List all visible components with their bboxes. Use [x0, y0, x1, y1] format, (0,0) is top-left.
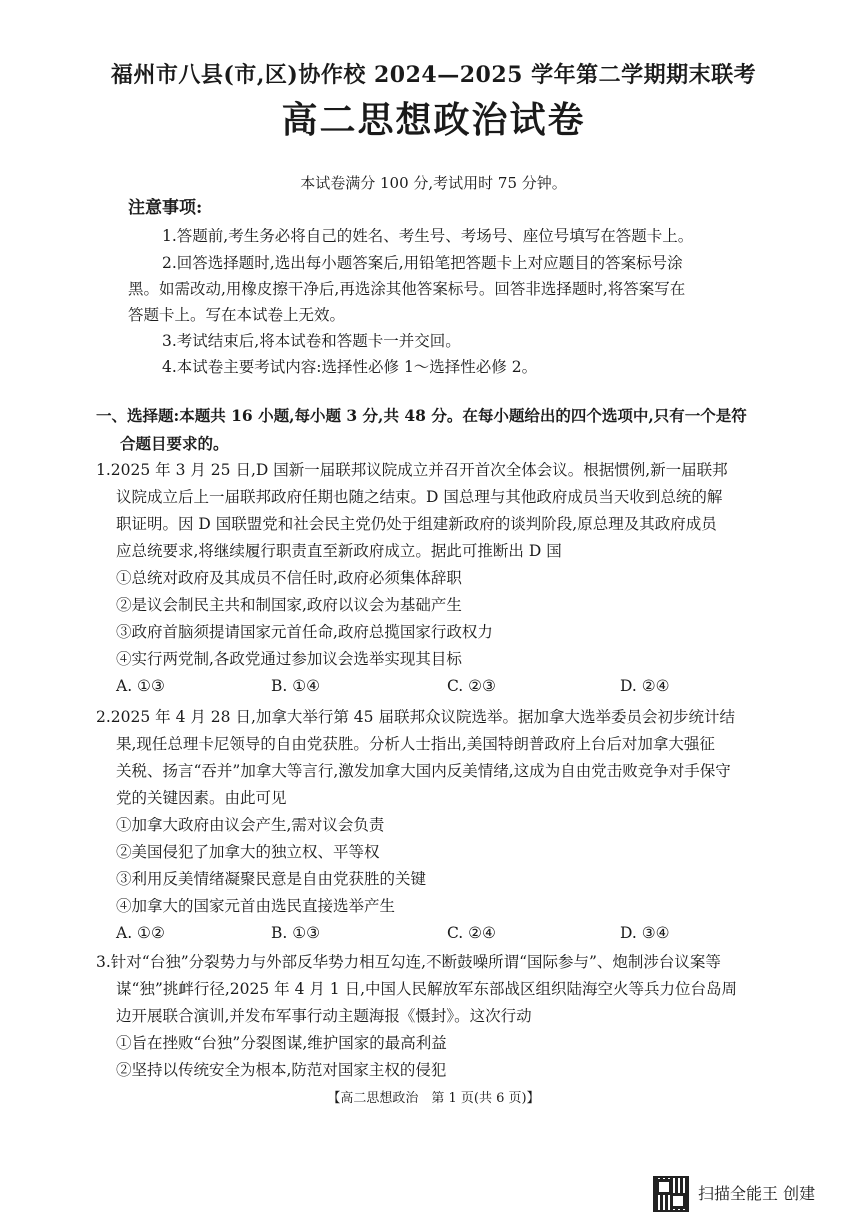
q3-stem: 边开展联合演训,并发布军事行动主题海报《慑封》。这次行动 [116, 1007, 532, 1025]
notice-heading: 注意事项: [128, 198, 203, 218]
q3-item: ①旨在挫败“台独”分裂图谋,维护国家的最高利益 [116, 1034, 447, 1052]
exam-header: 福州市八县(市,区)协作校 2024—2025 学年第二学期期末联考 [110, 62, 757, 88]
q1-option-b: B. ①④ [271, 677, 321, 695]
page-title: 高二思想政治试卷 [281, 99, 586, 141]
q2-option-c: C. ②④ [447, 924, 496, 942]
q3-item: ②坚持以传统安全为根本,防范对国家主权的侵犯 [116, 1061, 447, 1079]
section-heading: 一、选择题:本题共 16 小题,每小题 3 分,共 48 分。在每小题给出的四个选项中,只有一个是符 [96, 406, 747, 425]
q2-item: ①加拿大政府由议会产生,需对议会负责 [116, 816, 385, 834]
page-footer: 【高二思想政治 第 1 页(共 6 页)】 [327, 1091, 540, 1106]
notice-line: 黑。如需改动,用橡皮擦干净后,再选涂其他答案标号。回答非选择题时,将答案写在 [128, 280, 686, 298]
q3-stem: 3.针对“台独”分裂势力与外部反华势力相互勾连,不断鼓噪所谓“国际参与”、炮制涉台议案等 [96, 953, 721, 971]
q1-stem: 议院成立后上一届联邦政府任期也随之结束。D 国总理与其他政府成员当天收到总统的解 [116, 488, 723, 506]
q2-item: ③利用反美情绪凝聚民意是自由党获胜的关键 [116, 870, 427, 888]
exam-meta: 本试卷满分 100 分,考试用时 75 分钟。 [300, 174, 567, 192]
notice-line: 1.答题前,考生务必将自己的姓名、考生号、考场号、座位号填写在答题卡上。 [162, 227, 694, 245]
q1-item: ①总统对政府及其成员不信任时,政府必须集体辞职 [116, 569, 462, 587]
q2-stem: 关税、扬言“吞并”加拿大等言行,激发加拿大国内反美情绪,这成为自由党击败竞争对手保守 [116, 762, 731, 780]
notice-line: 2.回答选择题时,选出每小题答案后,用铅笔把答题卡上对应题目的答案标号涂 [162, 254, 683, 272]
q2-option-d: D. ③④ [620, 924, 670, 942]
q2-stem: 2.2025 年 4 月 28 日,加拿大举行第 45 届联邦众议院选举。据加拿大选举委员会初步统计结 [96, 708, 735, 726]
notice-line: 答题卡上。写在本试卷上无效。 [128, 306, 346, 324]
q1-option-d: D. ②④ [620, 677, 670, 695]
q1-stem: 1.2025 年 3 月 25 日,D 国新一届联邦议院成立并召开首次全体会议。根据惯例,新一届联邦 [96, 461, 728, 479]
q1-item: ④实行两党制,各政党通过参加议会选举实现其目标 [116, 650, 462, 668]
q2-item: ②美国侵犯了加拿大的独立权、平等权 [116, 843, 380, 861]
q2-stem: 党的关键因素。由此可见 [116, 789, 287, 807]
section-heading-cont: 合题目要求的。 [120, 434, 229, 453]
notice-line: 3.考试结束后,将本试卷和答题卡一并交回。 [162, 332, 461, 350]
q2-item: ④加拿大的国家元首由选民直接选举产生 [116, 897, 396, 915]
q3-stem: 谋“独”挑衅行径,2025 年 4 月 1 日,中国人民解放军东部战区组织陆海空火等兵力位台岛周 [116, 980, 738, 998]
q1-option-a: A. ①③ [116, 677, 165, 695]
q2-option-b: B. ①③ [271, 924, 321, 942]
notice-line: 4.本试卷主要考试内容:选择性必修 1～选择性必修 2。 [162, 358, 538, 376]
q1-stem: 职证明。因 D 国联盟党和社会民主党仍处于组建新政府的谈判阶段,原总理及其政府成员 [116, 515, 717, 533]
scanner-watermark: 扫描全能王 创建 [698, 1184, 816, 1203]
q1-option-c: C. ②③ [447, 677, 496, 695]
q1-item: ②是议会制民主共和制国家,政府以议会为基础产生 [116, 596, 462, 614]
q1-stem: 应总统要求,将继续履行职责直至新政府成立。据此可推断出 D 国 [116, 542, 562, 560]
q2-stem: 果,现任总理卡尼领导的自由党获胜。分析人士指出,美国特朗普政府上台后对加拿大强征 [116, 735, 715, 753]
qr-code-icon [653, 1176, 689, 1212]
q1-item: ③政府首脑须提请国家元首任命,政府总揽国家行政权力 [116, 623, 493, 641]
q2-option-a: A. ①② [116, 924, 165, 942]
